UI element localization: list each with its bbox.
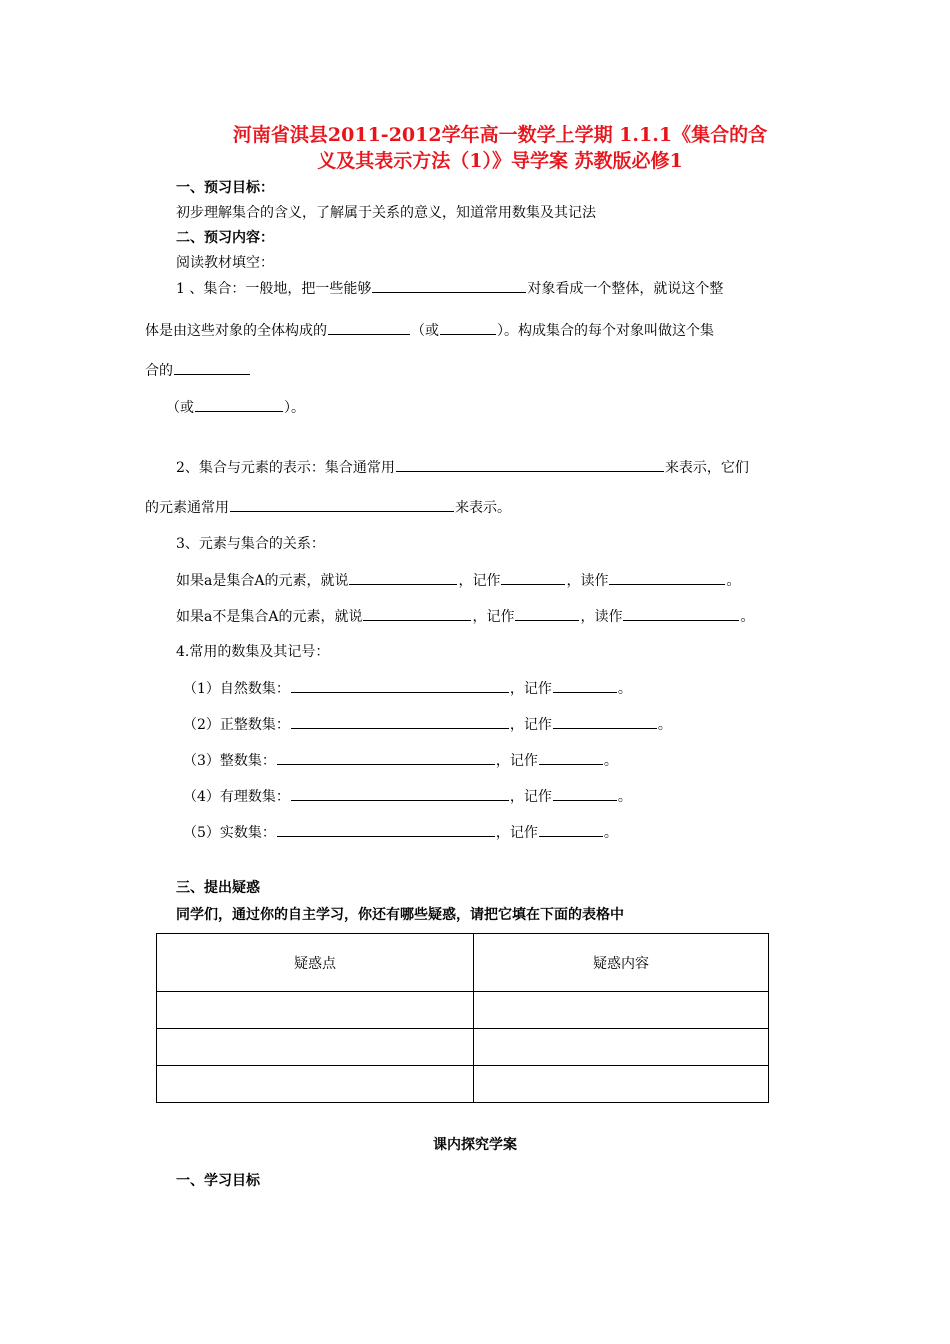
q3-l1-text-d: 。 [726, 573, 741, 589]
set-label: （2）正整数集： [183, 717, 290, 733]
explore-title: 课内探究学案 [433, 1137, 517, 1153]
q1-text-c: 体是由这些对象的全体构成的 [145, 323, 327, 339]
table-cell[interactable] [157, 1029, 474, 1066]
question-2-line-1 [176, 457, 749, 478]
set-label: （4）有理数集： [183, 789, 290, 805]
q2-text-a: 2、集合与元素的表示：集合通常用 [176, 460, 395, 476]
table-header-doubt-content: 疑惑内容 [474, 934, 769, 992]
set-jizuo: ，记作 [495, 825, 538, 841]
table-row [157, 992, 769, 1029]
fill-blank[interactable] [553, 714, 657, 729]
fill-blank[interactable] [195, 397, 283, 412]
section-1-text: 初步理解集合的含义，了解属于关系的意义，知道常用数集及其记法 [176, 205, 596, 221]
q1-text-d: （或 [411, 323, 439, 339]
set-jizuo: ，记作 [509, 681, 552, 697]
fill-blank[interactable] [328, 320, 410, 335]
q3-l1-text-a: 如果a是集合A的元素，就说 [176, 573, 349, 589]
q2-text-b: 来表示，它们 [664, 460, 749, 476]
q1-text-g: （或 [166, 400, 194, 416]
q1-text-b: 对象看成一个整体，就说这个整 [527, 281, 724, 297]
q3-l1-text-b: ，记作 [458, 573, 501, 589]
number-set-row-5 [183, 822, 618, 843]
set-label: （3）整数集： [183, 753, 276, 769]
fill-blank[interactable] [291, 678, 509, 693]
q1-text-a: 1 、集合：一般地，把一些能够 [176, 281, 372, 297]
fill-blank[interactable] [291, 786, 509, 801]
fill-blank[interactable] [277, 822, 495, 837]
fill-blank[interactable] [363, 606, 471, 621]
section-2-intro: 阅读教材填空： [176, 255, 274, 271]
table-cell[interactable] [474, 992, 769, 1029]
question-1-line-1 [176, 278, 723, 299]
fill-blank[interactable] [515, 606, 579, 621]
fill-blank[interactable] [277, 750, 495, 765]
table-header-doubt-point: 疑惑点 [157, 934, 474, 992]
question-4-heading: 4.常用的数集及其记号： [176, 644, 330, 660]
set-end: 。 [603, 753, 618, 769]
table-row [157, 1066, 769, 1103]
set-label: （1）自然数集： [183, 681, 290, 697]
table-cell[interactable] [474, 1066, 769, 1103]
questions-table [156, 933, 769, 1103]
question-3-line-1 [176, 570, 740, 591]
question-2-line-2 [145, 497, 511, 518]
q3-l2-text-d: 。 [740, 609, 755, 625]
set-jizuo: ，记作 [509, 717, 552, 733]
set-end: 。 [617, 789, 632, 805]
q1-text-h: ）。 [284, 400, 305, 416]
fill-blank[interactable] [609, 570, 725, 585]
fill-blank[interactable] [539, 750, 603, 765]
table-cell[interactable] [474, 1029, 769, 1066]
number-set-row-4 [183, 786, 632, 807]
fill-blank[interactable] [174, 360, 250, 375]
q2-text-c: 的元素通常用 [145, 500, 229, 516]
fill-blank[interactable] [553, 678, 617, 693]
q3-l2-text-b: ，记作 [472, 609, 515, 625]
q1-text-e: ）。构成集合的每个对象叫做这个集 [497, 323, 714, 339]
fill-blank[interactable] [349, 570, 457, 585]
question-3-heading: 3、元素与集合的关系： [176, 536, 325, 552]
set-jizuo: ，记作 [495, 753, 538, 769]
question-1-line-4 [166, 397, 305, 418]
section-2-heading: 二、预习内容： [176, 230, 274, 246]
table-row [157, 1029, 769, 1066]
fill-blank[interactable] [396, 457, 664, 472]
set-end: 。 [617, 681, 632, 697]
section-3-prompt: 同学们，通过你的自主学习，你还有哪些疑惑，请把它填在下面的表格中 [176, 907, 624, 923]
number-set-row-2 [183, 714, 672, 735]
q1-text-f: 合的 [145, 363, 173, 379]
fill-blank[interactable] [291, 714, 509, 729]
number-set-row-3 [183, 750, 618, 771]
set-end: 。 [603, 825, 618, 841]
fill-blank[interactable] [440, 320, 496, 335]
q3-l2-text-a: 如果a不是集合A的元素，就说 [176, 609, 363, 625]
fill-blank[interactable] [230, 497, 454, 512]
set-jizuo: ，记作 [509, 789, 552, 805]
section-1-heading: 一、预习目标： [176, 180, 274, 196]
table-cell[interactable] [157, 1066, 474, 1103]
question-3-line-2 [176, 606, 754, 627]
set-label: （5）实数集： [183, 825, 276, 841]
q3-l2-text-c: ，读作 [580, 609, 623, 625]
table-cell[interactable] [157, 992, 474, 1029]
table-header-row [157, 934, 769, 992]
fill-blank[interactable] [501, 570, 565, 585]
number-set-row-1 [183, 678, 632, 699]
q3-l1-text-c: ，读作 [566, 573, 609, 589]
question-1-line-2 [145, 320, 714, 341]
section-3-heading: 三、提出疑惑 [176, 880, 260, 896]
set-end: 。 [657, 717, 672, 733]
fill-blank[interactable] [623, 606, 739, 621]
doc-title-line-2: 义及其表示方法（1）》导学案 苏教版必修1 [317, 150, 683, 172]
question-1-line-3 [145, 360, 251, 381]
fill-blank[interactable] [553, 786, 617, 801]
doc-title-line-1: 河南省淇县2011-2012学年高一数学上学期 1.1.1《集合的含 [232, 124, 768, 146]
fill-blank[interactable] [372, 278, 526, 293]
learning-goals-heading: 一、学习目标 [176, 1173, 260, 1189]
fill-blank[interactable] [539, 822, 603, 837]
q2-text-d: 来表示。 [455, 500, 511, 516]
